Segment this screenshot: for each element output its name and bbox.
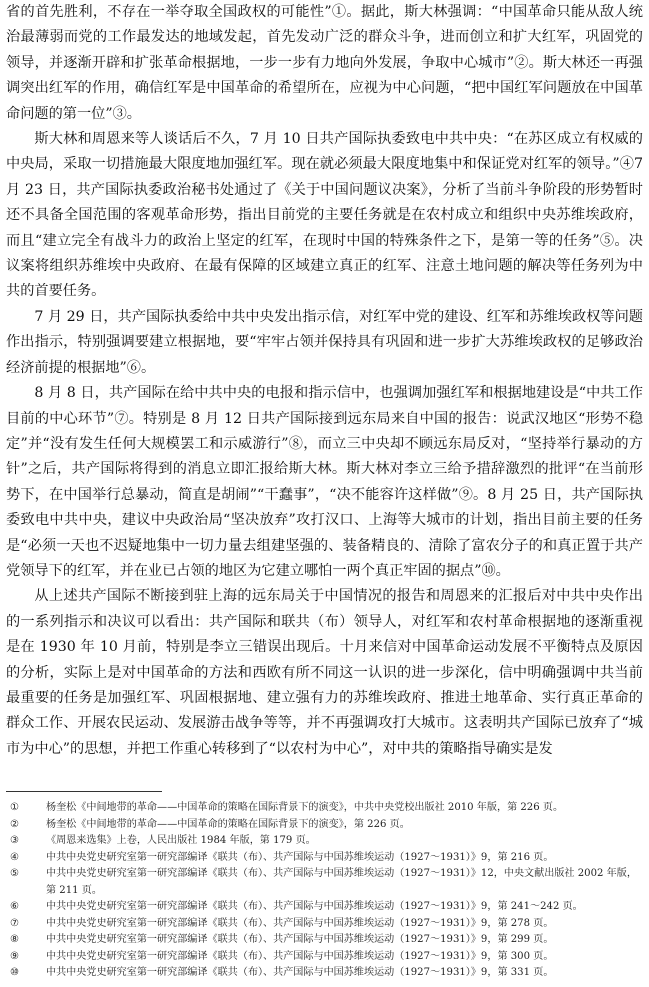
footnote <box>10 817 642 834</box>
footnote-text: 中共中央党史研究室第一研究部编译《联共（布）、共产国际与中国苏维埃运动（1927～1931）》9，第 331 页。 <box>46 967 554 978</box>
paragraph-august-8: 8 月 8 日，共产国际在给中共中央的电报和指示信中，也强调加强红军和根据地建设是“中共工作目前的中心环节”⑦。特别是 8 月 12 日共产国际接到远东局来自中国的报告：说武汉地区“形势不稳定”并“没有发生任何大规模罢工和示威游行”⑧，而立三中央却不顾远东局反对，“坚持举行暴动的方针”之后，共产国际将得到的消息立即汇报给斯大林。斯大林对李立三给予措辞激烈的批评“在当前形势下，在中国举行总暴动，简直是胡闹”“干蠢事”，“决不能容许这样做”⑨。8 月 25 日，共产国际执委致电中共中央，建议中央政治局“坚决放弃”攻打汉口、上海等大城市的计划，指出目前主要的任务是“必须一天也不迟疑地集中一切力量去组建坚强的、装备精良的、清除了富农分子的和真正置于共产党领导下的红军，并在业已占领的地区为它建立哪怕一两个真正牢固的据点”⑩。 <box>6 385 643 579</box>
footnote <box>10 899 642 916</box>
footnote <box>10 949 642 966</box>
footnote-text: 中共中央党史研究室第一研究部编译《联共（布）、共产国际与中国苏维埃运动（1927～1931）》9，第 216 页。 <box>46 851 554 863</box>
footnote-text: 杨奎松《中间地带的革命——中国革命的策略在国际背景下的演变》，第 226 页。 <box>46 818 410 830</box>
footnote-number: ④ <box>10 851 20 863</box>
footnote-number: ⑧ <box>10 934 20 945</box>
paragraph-july-10: 斯大林和周恩来等人谈话后不久，7 月 10 日共产国际执委致电中共中央：“在苏区成立有权威的中央局，采取一切措施最大限度地加强红军。现在就必须最大限度地集中和保证党对红军的领导。”④7 月 23 日，共产国际执委政治秘书处通过了《关于中国问题议决案》，分析了当前斗争阶段的形势暂时还不具备全国范围的客观革命形势，指出目前党的主要任务就是在农村成立和组织中央苏维埃政府，而且“建立完全有战斗力的政治上坚定的红军，在现时中国的特殊条件之下，是第一等的任务”⑤。决议案将组织苏维埃中央政府、在最有保障的区域建立真正的红军、注意土地问题的解决等任务列为中共的首要任务。 <box>6 131 643 300</box>
footnote-text: 《周恩来选集》上卷，人民出版社 1984 年版，第 179 页。 <box>46 835 316 846</box>
footnote-text: 中共中央党史研究室第一研究部编译《联共（布）、共产国际与中国苏维埃运动（1927～1931）》9，第 278 页。 <box>46 917 554 929</box>
footnote <box>10 932 642 949</box>
paragraph-summary: 从上述共产国际不断接到驻上海的远东局关于中国情况的报告和周恩来的汇报后对中共中央作出的一系列指示和决议可以看出：共产国际和联共（布）领导人，对红军和农村革命根据地的逐渐重视是在 1930 年 10 月前，特别是李立三错误出现后。十月来信对中国革命运动发展不平衡特点及原因的分析，实际上是对中国革命的方法和西欧有所不同这一认识的进一步深化，信中明确强调中共当前最重要的任务是加强红军、巩固根据地、建立强有力的苏维埃政府、推进土地革命、实行真正革命的群众工作、开展农民运动、发展游击战争等等，并不再强调攻打大城市。这表明共产国际已放弃了“城市为中心”的思想，并把工作重心转移到了“以农村为中心”，对中共的策略指导确实是发 <box>6 588 643 757</box>
paragraph-july-29: 7 月 29 日，共产国际执委给中共中央发出指示信，对红军中党的建设、红军和苏维埃政权等问题作出指示，特别强调要建立根据地，要“牢牢占领并保持具有巩固和进一步扩大苏维埃政权的足够政治经济前提的根据地”⑥。 <box>6 308 643 376</box>
paragraph-continued: 省的首先胜利，不存在一举夺取全国政权的可能性”①。据此，斯大林强调：“中国革命只能从敌人统治最薄弱而党的工作最发达的地域发起，首先发动广泛的群众斗争，进而创立和扩大红军，巩固党的领导，并逐渐开辟和扩张革命根据地，一步一步有力地向外发展，争取中心城市”②。斯大林还一再强调突出红军的作用，确信红军是中国革命的希望所在，应视为中心问题，“把中国红军问题放在中国革命问题的第一位”③。 <box>6 4 643 122</box>
footnote-number: ③ <box>10 835 20 846</box>
footnote <box>10 866 642 899</box>
footnote <box>10 850 642 867</box>
footnote-number: ① <box>10 802 20 813</box>
footnote-text: 中共中央党史研究室第一研究部编译《联共（布）、共产国际与中国苏维埃运动（1927～1931）》9，第 299 页。 <box>46 934 554 945</box>
body-text <box>6 0 643 762</box>
footnote <box>10 833 642 850</box>
footnote-divider <box>6 791 162 792</box>
footnote-text: 中共中央党史研究室第一研究部编译《联共（布）、共产国际与中国苏维埃运动（1927～1931）》9，第 241～242 页。 <box>46 901 583 912</box>
footnote <box>10 965 642 982</box>
footnote-text: 杨奎松《中间地带的革命——中国革命的策略在国际背景下的演变》，中共中央党校出版社 2010 年版，第 226 页。 <box>46 802 564 813</box>
footnote-number: ⑨ <box>10 950 20 962</box>
footnote <box>10 800 642 817</box>
footnote <box>10 916 642 933</box>
footnote-text: 中共中央党史研究室第一研究部编译《联共（布）、共产国际与中国苏维埃运动（1927～1931）》9，第 300 页。 <box>46 950 554 962</box>
footnotes <box>10 800 642 982</box>
footnote-number: ⑩ <box>10 967 20 978</box>
footnote-number: ② <box>10 818 20 830</box>
footnote-number: ⑤ <box>10 868 20 879</box>
footnote-number: ⑥ <box>10 901 20 912</box>
footnote-text: 中共中央党史研究室第一研究部编译《联共（布）、共产国际与中国苏维埃运动（1927～1931）》12，中央文献出版社 2002 年版，第 211 页。 <box>46 868 637 896</box>
footnote-number: ⑦ <box>10 917 20 929</box>
